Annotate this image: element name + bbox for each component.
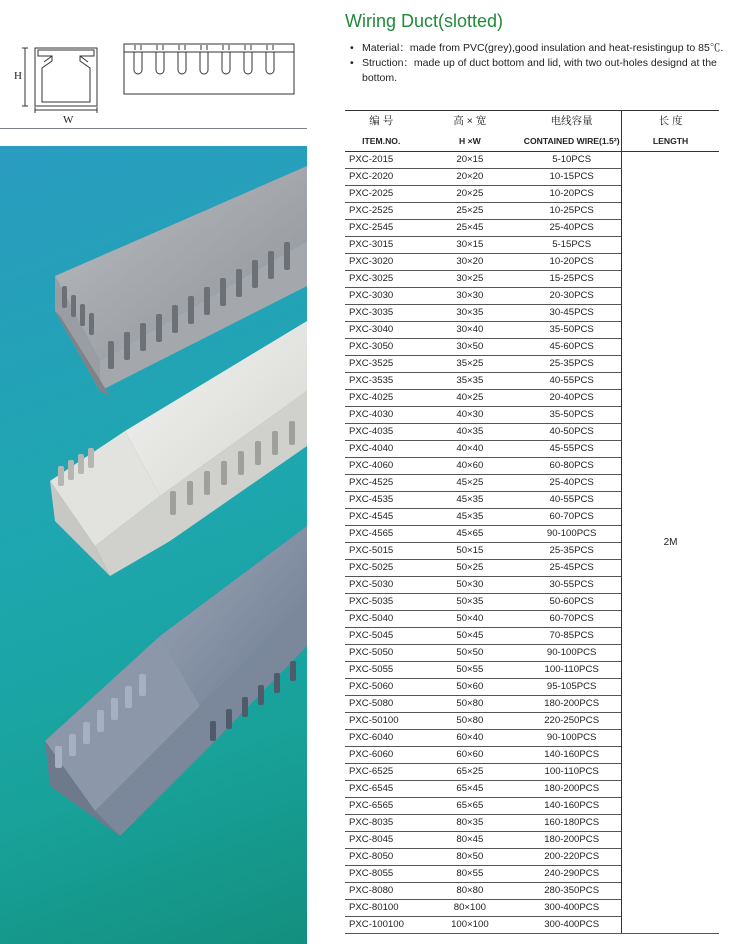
item-no-cell: PXC-2525 xyxy=(345,203,418,220)
wire-capacity-cell: 5-15PCS xyxy=(522,237,621,254)
duct-slot xyxy=(170,491,176,515)
h-label: H xyxy=(14,70,22,82)
duct-slot xyxy=(220,278,226,306)
wire-capacity-cell: 60-70PCS xyxy=(522,509,621,526)
wire-capacity-cell: 25-45PCS xyxy=(522,560,621,577)
duct-slot xyxy=(139,674,146,696)
side-view-drawing xyxy=(124,44,294,94)
duct-slot xyxy=(187,481,193,505)
item-no-cell: PXC-2545 xyxy=(345,220,418,237)
wire-capacity-cell: 90-100PCS xyxy=(522,645,621,662)
size-cell: 60×40 xyxy=(418,730,523,747)
size-cell: 65×65 xyxy=(418,798,523,815)
header-item-en: ITEM.NO. xyxy=(345,130,418,152)
item-no-cell: PXC-2015 xyxy=(345,152,418,169)
spec-table xyxy=(345,110,719,934)
wire-capacity-cell: 95-105PCS xyxy=(522,679,621,696)
duct-slot xyxy=(55,746,62,768)
size-cell: 80×100 xyxy=(418,900,523,917)
item-no-cell: PXC-4565 xyxy=(345,526,418,543)
duct-slot xyxy=(108,341,114,369)
item-no-cell: PXC-5050 xyxy=(345,645,418,662)
wire-capacity-cell: 15-25PCS xyxy=(522,271,621,288)
wire-capacity-cell: 90-100PCS xyxy=(522,526,621,543)
slot-mark xyxy=(134,52,142,74)
item-no-cell: PXC-8045 xyxy=(345,832,418,849)
item-no-cell: PXC-4040 xyxy=(345,441,418,458)
wire-capacity-cell: 40-55PCS xyxy=(522,373,621,390)
item-no-cell: PXC-5055 xyxy=(345,662,418,679)
duct-slot xyxy=(68,460,74,480)
size-cell: 65×45 xyxy=(418,781,523,798)
size-cell: 45×25 xyxy=(418,475,523,492)
size-cell: 50×60 xyxy=(418,679,523,696)
wire-capacity-cell: 30-55PCS xyxy=(522,577,621,594)
header-wire-cn: 电线容量 xyxy=(522,111,621,131)
slot-mark xyxy=(178,52,186,74)
item-no-cell: PXC-2025 xyxy=(345,186,418,203)
duct-slot xyxy=(210,721,216,741)
size-cell: 35×35 xyxy=(418,373,523,390)
size-cell: 80×45 xyxy=(418,832,523,849)
blue-duct xyxy=(45,526,307,836)
size-cell: 80×80 xyxy=(418,883,523,900)
wire-capacity-cell: 300-400PCS xyxy=(522,917,621,934)
slot-mark xyxy=(266,52,274,74)
length-cell: 2M xyxy=(622,152,719,934)
wire-capacity-cell: 25-40PCS xyxy=(522,220,621,237)
item-no-cell: PXC-6060 xyxy=(345,747,418,764)
size-cell: 60×60 xyxy=(418,747,523,764)
wire-capacity-cell: 20-40PCS xyxy=(522,390,621,407)
item-no-cell: PXC-4025 xyxy=(345,390,418,407)
size-cell: 50×15 xyxy=(418,543,523,560)
duct-slot xyxy=(204,287,210,315)
size-cell: 40×60 xyxy=(418,458,523,475)
size-cell: 50×45 xyxy=(418,628,523,645)
duct-slot xyxy=(268,251,274,279)
duct-slot xyxy=(156,314,162,342)
wire-capacity-cell: 90-100PCS xyxy=(522,730,621,747)
duct-slot xyxy=(62,286,67,308)
wire-capacity-cell: 35-50PCS xyxy=(522,322,621,339)
item-no-cell: PXC-2020 xyxy=(345,169,418,186)
wire-capacity-cell: 180-200PCS xyxy=(522,832,621,849)
wire-capacity-cell: 10-15PCS xyxy=(522,169,621,186)
wire-capacity-cell: 45-60PCS xyxy=(522,339,621,356)
duct-slot xyxy=(274,673,280,693)
wire-capacity-cell: 180-200PCS xyxy=(522,696,621,713)
size-cell: 45×35 xyxy=(418,492,523,509)
item-no-cell: PXC-6565 xyxy=(345,798,418,815)
wire-capacity-cell: 10-20PCS xyxy=(522,186,621,203)
item-no-cell: PXC-80100 xyxy=(345,900,418,917)
wire-capacity-cell: 280-350PCS xyxy=(522,883,621,900)
size-cell: 50×55 xyxy=(418,662,523,679)
item-no-cell: PXC-3035 xyxy=(345,305,418,322)
size-cell: 50×50 xyxy=(418,645,523,662)
item-no-cell: PXC-5080 xyxy=(345,696,418,713)
duct-slot xyxy=(83,722,90,744)
item-no-cell: PXC-3040 xyxy=(345,322,418,339)
item-no-cell: PXC-5040 xyxy=(345,611,418,628)
wire-capacity-cell: 160-180PCS xyxy=(522,815,621,832)
duct-slot xyxy=(242,697,248,717)
size-cell: 25×45 xyxy=(418,220,523,237)
divider-line xyxy=(0,128,307,129)
item-no-cell: PXC-3050 xyxy=(345,339,418,356)
duct-slot xyxy=(89,313,94,335)
item-no-cell: PXC-3525 xyxy=(345,356,418,373)
size-cell: 40×25 xyxy=(418,390,523,407)
wire-capacity-cell: 25-35PCS xyxy=(522,356,621,373)
size-cell: 30×40 xyxy=(418,322,523,339)
size-cell: 30×30 xyxy=(418,288,523,305)
duct-slot xyxy=(284,242,290,270)
duct-slot xyxy=(78,454,84,474)
size-cell: 25×25 xyxy=(418,203,523,220)
size-cell: 30×35 xyxy=(418,305,523,322)
size-cell: 45×35 xyxy=(418,509,523,526)
size-cell: 80×35 xyxy=(418,815,523,832)
item-no-cell: PXC-4030 xyxy=(345,407,418,424)
wire-capacity-cell: 10-20PCS xyxy=(522,254,621,271)
duct-slot xyxy=(238,451,244,475)
size-cell: 20×15 xyxy=(418,152,523,169)
size-cell: 35×25 xyxy=(418,356,523,373)
item-no-cell: PXC-8035 xyxy=(345,815,418,832)
wire-capacity-cell: 20-30PCS xyxy=(522,288,621,305)
table-row xyxy=(345,152,719,169)
size-cell: 50×80 xyxy=(418,713,523,730)
item-no-cell: PXC-5060 xyxy=(345,679,418,696)
item-no-cell: PXC-4525 xyxy=(345,475,418,492)
duct-slot xyxy=(88,448,94,468)
item-no-cell: PXC-4035 xyxy=(345,424,418,441)
header-wire-en: CONTAINED WIRE(1.5²) xyxy=(522,130,621,152)
duct-slot xyxy=(71,295,76,317)
header-length-en: LENGTH xyxy=(622,130,719,152)
wire-capacity-cell: 60-70PCS xyxy=(522,611,621,628)
bullet-material: • Material：made from PVC(grey),good insulation and heat-resistingup to 85℃. xyxy=(350,41,725,56)
duct-slot xyxy=(289,421,295,445)
wire-capacity-cell: 100-110PCS xyxy=(522,764,621,781)
header-size-cn: 高 × 宽 xyxy=(418,111,523,131)
item-no-cell: PXC-50100 xyxy=(345,713,418,730)
wire-capacity-cell: 140-160PCS xyxy=(522,747,621,764)
size-cell: 20×25 xyxy=(418,186,523,203)
size-cell: 40×30 xyxy=(418,407,523,424)
duct-slot xyxy=(272,431,278,455)
size-cell: 45×65 xyxy=(418,526,523,543)
item-no-cell: PXC-6525 xyxy=(345,764,418,781)
size-cell: 50×40 xyxy=(418,611,523,628)
duct-slot xyxy=(125,686,132,708)
header-size-en: H ×W xyxy=(418,130,523,152)
duct-slot xyxy=(290,661,296,681)
item-no-cell: PXC-3535 xyxy=(345,373,418,390)
slot-top-mark xyxy=(245,45,251,50)
slot-top-mark xyxy=(267,45,273,50)
size-cell: 100×100 xyxy=(418,917,523,934)
size-cell: 50×80 xyxy=(418,696,523,713)
wire-capacity-cell: 35-50PCS xyxy=(522,407,621,424)
item-no-cell: PXC-4535 xyxy=(345,492,418,509)
wire-capacity-cell: 200-220PCS xyxy=(522,849,621,866)
slot-mark xyxy=(156,52,164,74)
slot-top-mark xyxy=(223,45,229,50)
item-no-cell: PXC-5015 xyxy=(345,543,418,560)
slot-top-mark xyxy=(179,45,185,50)
size-cell: 30×25 xyxy=(418,271,523,288)
duct-slot xyxy=(255,441,261,465)
wire-capacity-cell: 60-80PCS xyxy=(522,458,621,475)
duct-slot xyxy=(97,710,104,732)
item-no-cell: PXC-5030 xyxy=(345,577,418,594)
slot-top-mark xyxy=(135,45,141,50)
size-cell: 30×20 xyxy=(418,254,523,271)
duct-slot xyxy=(188,296,194,324)
duct-slot xyxy=(252,260,258,288)
bullet-structure: • Struction：made up of duct bottom and lid, with two out-holes designd at the bottom. xyxy=(350,56,725,86)
wire-capacity-cell: 240-290PCS xyxy=(522,866,621,883)
duct-slot xyxy=(226,709,232,729)
item-no-cell: PXC-100100 xyxy=(345,917,418,934)
duct-illustration xyxy=(0,146,307,944)
item-no-cell: PXC-6040 xyxy=(345,730,418,747)
wire-capacity-cell: 40-50PCS xyxy=(522,424,621,441)
wire-capacity-cell: 50-60PCS xyxy=(522,594,621,611)
wire-capacity-cell: 5-10PCS xyxy=(522,152,621,169)
slot-top-mark xyxy=(201,45,207,50)
duct-slot xyxy=(172,305,178,333)
item-no-cell: PXC-3030 xyxy=(345,288,418,305)
duct-slot xyxy=(236,269,242,297)
wire-capacity-cell: 70-85PCS xyxy=(522,628,621,645)
item-no-cell: PXC-3025 xyxy=(345,271,418,288)
duct-slot xyxy=(258,685,264,705)
duct-slot xyxy=(221,461,227,485)
page-title: Wiring Duct(slotted) xyxy=(345,11,504,31)
duct-slot xyxy=(111,698,118,720)
wire-capacity-cell: 30-45PCS xyxy=(522,305,621,322)
size-cell: 50×35 xyxy=(418,594,523,611)
item-no-cell: PXC-8055 xyxy=(345,866,418,883)
size-cell: 40×40 xyxy=(418,441,523,458)
wire-capacity-cell: 25-40PCS xyxy=(522,475,621,492)
size-cell: 65×25 xyxy=(418,764,523,781)
item-no-cell: PXC-5035 xyxy=(345,594,418,611)
size-cell: 40×35 xyxy=(418,424,523,441)
duct-slot xyxy=(69,734,76,756)
item-no-cell: PXC-4545 xyxy=(345,509,418,526)
spec-bullets xyxy=(350,41,725,86)
product-photo xyxy=(0,146,307,944)
item-no-cell: PXC-6545 xyxy=(345,781,418,798)
item-no-cell: PXC-5045 xyxy=(345,628,418,645)
slot-mark xyxy=(200,52,208,74)
duct-slot xyxy=(204,471,210,495)
size-cell: 80×55 xyxy=(418,866,523,883)
size-cell: 50×25 xyxy=(418,560,523,577)
spec-table-body xyxy=(345,152,719,934)
wire-capacity-cell: 140-160PCS xyxy=(522,798,621,815)
slot-top-mark xyxy=(157,45,163,50)
size-cell: 30×15 xyxy=(418,237,523,254)
duct-slot xyxy=(140,323,146,351)
item-no-cell: PXC-3020 xyxy=(345,254,418,271)
wire-capacity-cell: 300-400PCS xyxy=(522,900,621,917)
wire-capacity-cell: 45-55PCS xyxy=(522,441,621,458)
wire-capacity-cell: 220-250PCS xyxy=(522,713,621,730)
wire-capacity-cell: 40-55PCS xyxy=(522,492,621,509)
slot-mark xyxy=(222,52,230,74)
duct-slot xyxy=(58,466,64,486)
item-no-cell: PXC-5025 xyxy=(345,560,418,577)
slot-mark xyxy=(244,52,252,74)
size-cell: 50×30 xyxy=(418,577,523,594)
header-item-cn: 编 号 xyxy=(345,111,418,131)
duct-slot xyxy=(80,304,85,326)
size-cell: 30×50 xyxy=(418,339,523,356)
item-no-cell: PXC-8080 xyxy=(345,883,418,900)
cross-section-drawing xyxy=(22,48,97,113)
wire-capacity-cell: 100-110PCS xyxy=(522,662,621,679)
header-length-cn: 长 度 xyxy=(622,111,719,131)
item-no-cell: PXC-3015 xyxy=(345,237,418,254)
item-no-cell: PXC-4060 xyxy=(345,458,418,475)
wire-capacity-cell: 25-35PCS xyxy=(522,543,621,560)
duct-diagram xyxy=(0,36,310,128)
wire-capacity-cell: 10-25PCS xyxy=(522,203,621,220)
duct-slot xyxy=(124,332,130,360)
item-no-cell: PXC-8050 xyxy=(345,849,418,866)
size-cell: 20×20 xyxy=(418,169,523,186)
wire-capacity-cell: 180-200PCS xyxy=(522,781,621,798)
w-label: W xyxy=(63,114,74,126)
size-cell: 80×50 xyxy=(418,849,523,866)
